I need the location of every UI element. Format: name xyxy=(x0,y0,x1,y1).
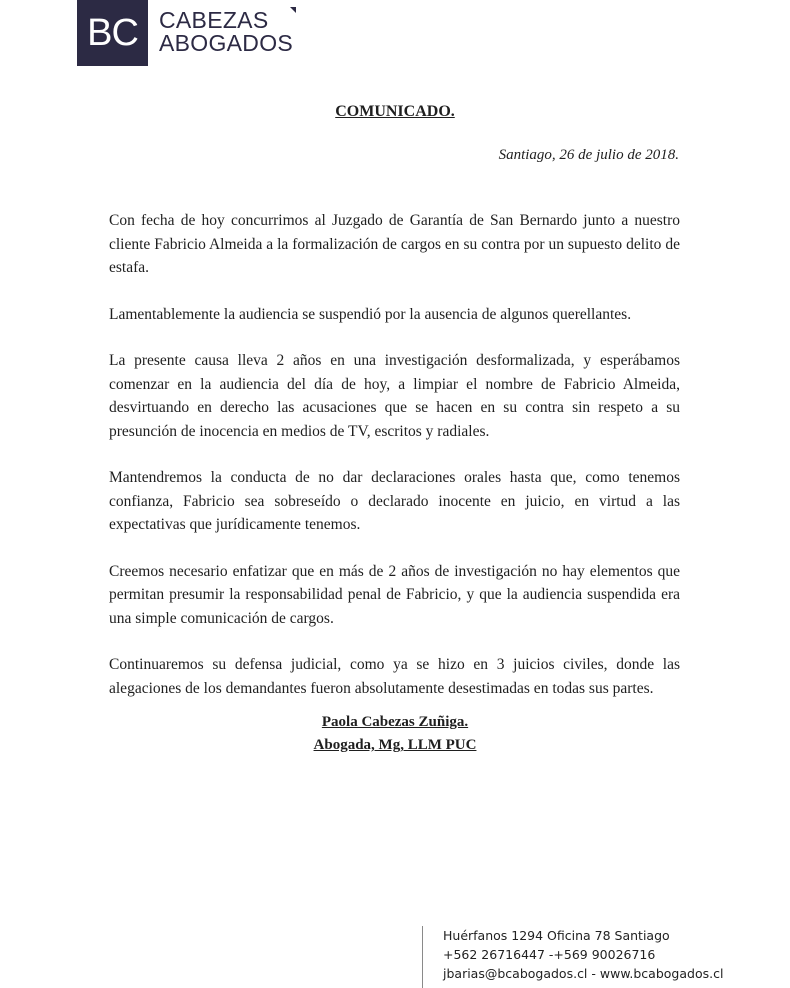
document-title: COMUNICADO. xyxy=(335,103,455,120)
signature-name: Paola Cabezas Zuñiga. xyxy=(321,714,469,730)
footer-contact xyxy=(422,926,723,988)
footer-phones: +562 26716447 -+569 90026716 xyxy=(443,947,656,962)
firm-logo xyxy=(77,0,317,66)
footer-email-web: jbarias@bcabogados.cl - www.bcabogados.cl xyxy=(443,966,724,981)
logo-firm-line1: CABEZAS xyxy=(159,7,269,33)
signature-title: Abogada, Mg, LLM PUC xyxy=(313,737,477,753)
paragraph: Mantendremos la conducta de no dar declaraciones orales hasta que, como tenemos confianza, Fabricio sea sobreseído o declarado inocente en juicio, en virtud a las expectativas que jurídicamente tenemos. xyxy=(109,469,680,533)
footer-address: Huérfanos 1294 Oficina 78 Santiago xyxy=(443,928,670,943)
paragraph: Continuaremos su defensa judicial, como ya se hizo en 3 juicios civiles, donde las alegaciones de los demandantes fueron absolutamente desestimadas en todas sus partes. xyxy=(109,656,680,697)
paragraph: Con fecha de hoy concurrimos al Juzgado de Garantía de San Bernardo junto a nuestro cliente Fabricio Almeida a la formalización de cargos en su contra por un supuesto delito de estafa. xyxy=(109,212,680,276)
document-date: Santiago, 26 de julio de 2018. xyxy=(498,147,679,163)
paragraph: Lamentablemente la audiencia se suspendió por la ausencia de algunos querellantes. xyxy=(109,305,632,323)
logo-firm-line2: ABOGADOS xyxy=(159,30,294,56)
logo-firm-name xyxy=(159,9,293,55)
paragraph: Creemos necesario enfatizar que en más de 2 años de investigación no hay elementos que permitan presumir la responsabilidad penal de Fabricio, y que la audiencia suspendida era una simple comunicación de cargos. xyxy=(109,562,680,627)
signature-block xyxy=(0,711,790,757)
paragraph: La presente causa lleva 2 años en una investigación desformalizada, y esperábamos comenzar en la audiencia del día de hoy, a limpiar el nombre de Fabricio Almeida, desvirtuando en derecho las acusaciones que se hacen en su contra sin respeto a su presunción de inocencia en medios de TV, escritos y radiales. xyxy=(109,352,680,440)
document-body xyxy=(109,209,680,723)
logo-initials: BC xyxy=(77,0,148,66)
